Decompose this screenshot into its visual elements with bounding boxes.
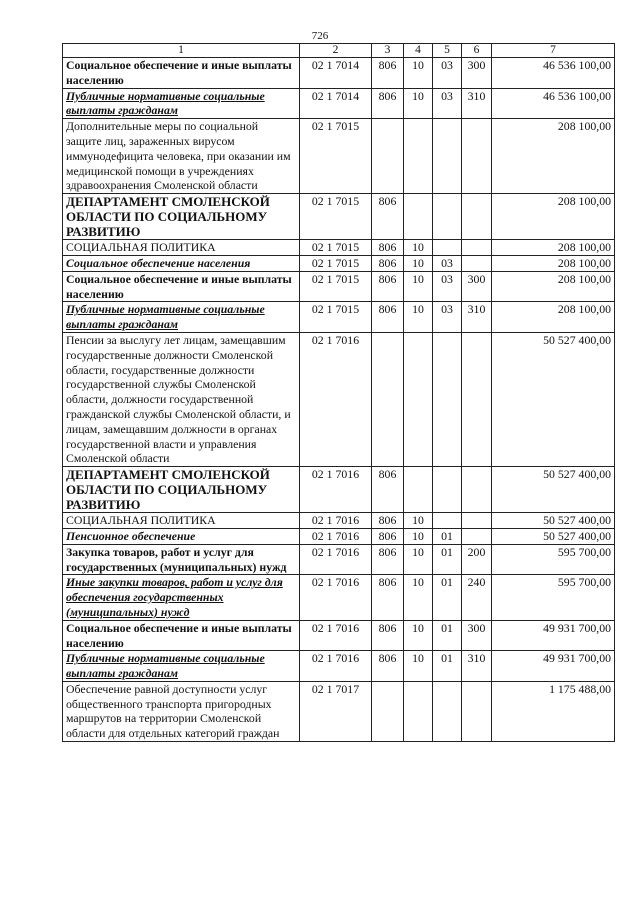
- row-expense-type: 310: [462, 302, 492, 333]
- row-target-code: 02 1 7014: [300, 58, 372, 89]
- row-grbs: [372, 332, 404, 466]
- row-name: Обеспечение равной доступности услуг общественного транспорта пригородных маршрутов на территории Смоленской области для отдельных категорий граждан: [63, 681, 300, 741]
- row-name: Публичные нормативные социальные выплаты гражданам: [63, 302, 300, 333]
- row-target-code: 02 1 7016: [300, 620, 372, 651]
- row-expense-type: 300: [462, 58, 492, 89]
- row-subsection-code: 03: [433, 302, 462, 333]
- row-expense-type: [462, 513, 492, 529]
- row-section-code: [404, 681, 433, 741]
- row-amount: 208 100,00: [492, 271, 615, 302]
- row-section-code: 10: [404, 88, 433, 119]
- row-expense-type: 310: [462, 88, 492, 119]
- header-row: [63, 44, 615, 58]
- row-section-code: 10: [404, 651, 433, 682]
- row-subsection-code: 01: [433, 651, 462, 682]
- row-name: Закупка товаров, работ и услуг для государственных (муниципальных) нужд: [63, 544, 300, 575]
- row-target-code: 02 1 7015: [300, 194, 372, 240]
- row-amount: 49 931 700,00: [492, 620, 615, 651]
- row-section-code: 10: [404, 620, 433, 651]
- row-amount: 46 536 100,00: [492, 58, 615, 89]
- row-target-code: 02 1 7016: [300, 544, 372, 575]
- table-row: [63, 544, 615, 575]
- row-subsection-code: [433, 513, 462, 529]
- row-expense-type: [462, 119, 492, 194]
- row-grbs: 806: [372, 620, 404, 651]
- row-grbs: 806: [372, 58, 404, 89]
- row-amount: 50 527 400,00: [492, 513, 615, 529]
- col-header-grbs: 3: [372, 44, 404, 58]
- row-name: ДЕПАРТАМЕНТ СМОЛЕНСКОЙ ОБЛАСТИ ПО СОЦИАЛЬНОМУ РАЗВИТИЮ: [63, 467, 300, 513]
- row-expense-type: [462, 528, 492, 544]
- row-subsection-code: 03: [433, 58, 462, 89]
- row-amount: 46 536 100,00: [492, 88, 615, 119]
- row-name: Иные закупки товаров, работ и услуг для обеспечения государственных (муниципальных) нужд: [63, 575, 300, 620]
- row-expense-type: [462, 332, 492, 466]
- row-section-code: 10: [404, 513, 433, 529]
- table-row: [63, 58, 615, 89]
- row-expense-type: [462, 467, 492, 513]
- row-name: СОЦИАЛЬНАЯ ПОЛИТИКА: [63, 513, 300, 529]
- row-target-code: 02 1 7017: [300, 681, 372, 741]
- row-grbs: [372, 681, 404, 741]
- row-amount: 208 100,00: [492, 194, 615, 240]
- row-section-code: 10: [404, 255, 433, 271]
- row-target-code: 02 1 7015: [300, 302, 372, 333]
- row-target-code: 02 1 7016: [300, 528, 372, 544]
- row-expense-type: 300: [462, 271, 492, 302]
- table-row: [63, 119, 615, 194]
- row-grbs: 806: [372, 271, 404, 302]
- row-name: Социальное обеспечение и иные выплаты населению: [63, 58, 300, 89]
- table-row: [63, 271, 615, 302]
- row-subsection-code: [433, 332, 462, 466]
- row-subsection-code: [433, 194, 462, 240]
- row-subsection-code: [433, 681, 462, 741]
- row-expense-type: 300: [462, 620, 492, 651]
- row-grbs: 806: [372, 528, 404, 544]
- row-grbs: 806: [372, 467, 404, 513]
- row-target-code: 02 1 7016: [300, 332, 372, 466]
- row-amount: 595 700,00: [492, 575, 615, 620]
- row-section-code: 10: [404, 240, 433, 256]
- row-grbs: 806: [372, 544, 404, 575]
- table-row: [63, 255, 615, 271]
- row-target-code: 02 1 7015: [300, 271, 372, 302]
- row-expense-type: [462, 681, 492, 741]
- row-grbs: 806: [372, 575, 404, 620]
- col-header-sum: 7: [492, 44, 615, 58]
- row-subsection-code: [433, 119, 462, 194]
- row-grbs: [372, 119, 404, 194]
- col-header-rz: 4: [404, 44, 433, 58]
- col-header-pr: 5: [433, 44, 462, 58]
- table-row: [63, 528, 615, 544]
- row-name: Публичные нормативные социальные выплаты гражданам: [63, 651, 300, 682]
- row-subsection-code: 03: [433, 88, 462, 119]
- row-subsection-code: 01: [433, 575, 462, 620]
- row-grbs: 806: [372, 255, 404, 271]
- row-section-code: [404, 119, 433, 194]
- row-amount: 208 100,00: [492, 240, 615, 256]
- table-row: [63, 194, 615, 240]
- row-name: Дополнительные меры по социальной защите лиц, зараженных вирусом иммунодефицита человека, при оказании им медицинской помощи в учреждениях здравоохранения Смоленской области: [63, 119, 300, 194]
- row-grbs: 806: [372, 240, 404, 256]
- row-name: СОЦИАЛЬНАЯ ПОЛИТИКА: [63, 240, 300, 256]
- row-target-code: 02 1 7015: [300, 119, 372, 194]
- row-amount: 595 700,00: [492, 544, 615, 575]
- row-amount: 49 931 700,00: [492, 651, 615, 682]
- row-amount: 50 527 400,00: [492, 467, 615, 513]
- row-section-code: 10: [404, 302, 433, 333]
- row-grbs: 806: [372, 513, 404, 529]
- row-expense-type: [462, 240, 492, 256]
- row-expense-type: [462, 255, 492, 271]
- row-section-code: [404, 194, 433, 240]
- table-row: [63, 620, 615, 651]
- row-section-code: [404, 467, 433, 513]
- row-subsection-code: 03: [433, 255, 462, 271]
- table-row: [63, 575, 615, 620]
- row-target-code: 02 1 7015: [300, 240, 372, 256]
- row-amount: 208 100,00: [492, 255, 615, 271]
- table-row: [63, 651, 615, 682]
- table-row: [63, 681, 615, 741]
- row-section-code: [404, 332, 433, 466]
- row-expense-type: 200: [462, 544, 492, 575]
- row-subsection-code: 03: [433, 271, 462, 302]
- row-grbs: 806: [372, 651, 404, 682]
- row-target-code: 02 1 7016: [300, 651, 372, 682]
- row-amount: 208 100,00: [492, 119, 615, 194]
- row-expense-type: [462, 194, 492, 240]
- row-section-code: 10: [404, 575, 433, 620]
- table-row: [63, 88, 615, 119]
- col-header-vr: 6: [462, 44, 492, 58]
- table-row: [63, 302, 615, 333]
- page-number: 726: [311, 30, 329, 42]
- row-amount: 1 175 488,00: [492, 681, 615, 741]
- row-amount: 208 100,00: [492, 302, 615, 333]
- row-target-code: 02 1 7014: [300, 88, 372, 119]
- row-section-code: 10: [404, 58, 433, 89]
- row-subsection-code: [433, 240, 462, 256]
- row-subsection-code: 01: [433, 528, 462, 544]
- row-amount: 50 527 400,00: [492, 332, 615, 466]
- col-header-name: 1: [63, 44, 300, 58]
- row-target-code: 02 1 7016: [300, 513, 372, 529]
- row-amount: 50 527 400,00: [492, 528, 615, 544]
- row-grbs: 806: [372, 88, 404, 119]
- row-name: Публичные нормативные социальные выплаты гражданам: [63, 88, 300, 119]
- row-expense-type: 310: [462, 651, 492, 682]
- row-target-code: 02 1 7015: [300, 255, 372, 271]
- row-subsection-code: 01: [433, 544, 462, 575]
- row-section-code: 10: [404, 271, 433, 302]
- row-name: Социальное обеспечение населения: [63, 255, 300, 271]
- row-name: Социальное обеспечение и иные выплаты населению: [63, 620, 300, 651]
- table-row: [63, 240, 615, 256]
- row-section-code: 10: [404, 544, 433, 575]
- row-name: Пенсионное обеспечение: [63, 528, 300, 544]
- row-grbs: 806: [372, 302, 404, 333]
- budget-table: [62, 43, 615, 742]
- table-row: [63, 513, 615, 529]
- row-name: Социальное обеспечение и иные выплаты населению: [63, 271, 300, 302]
- row-section-code: 10: [404, 528, 433, 544]
- table-row: [63, 332, 615, 466]
- row-grbs: 806: [372, 194, 404, 240]
- row-subsection-code: 01: [433, 620, 462, 651]
- row-target-code: 02 1 7016: [300, 575, 372, 620]
- row-name: Пенсии за выслугу лет лицам, замещавшим государственные должности Смоленской области, государственные должности государственной службы Смоленской области, должности государственной гражданской службы Смоленской области, и лицам, замещавшим должности в органах государственной власти и управления Смоленской области: [63, 332, 300, 466]
- row-name: ДЕПАРТАМЕНТ СМОЛЕНСКОЙ ОБЛАСТИ ПО СОЦИАЛЬНОМУ РАЗВИТИЮ: [63, 194, 300, 240]
- row-expense-type: 240: [462, 575, 492, 620]
- table-row: [63, 467, 615, 513]
- col-header-code: 2: [300, 44, 372, 58]
- row-target-code: 02 1 7016: [300, 467, 372, 513]
- row-subsection-code: [433, 467, 462, 513]
